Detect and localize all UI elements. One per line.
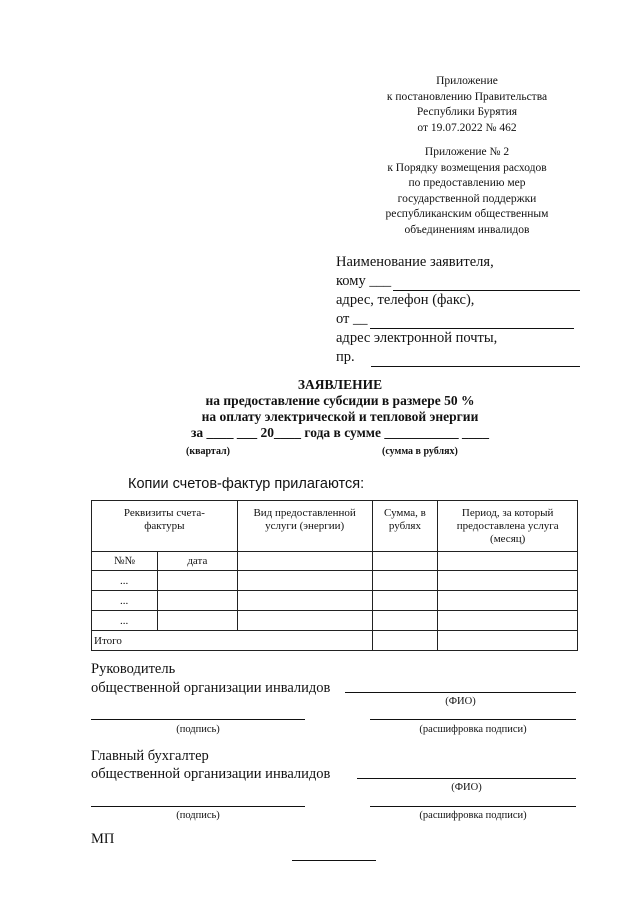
annex-line: объединениям инвалидов (404, 223, 530, 236)
applicant-from-label: от __ (336, 311, 368, 327)
header-number: №№ (92, 552, 158, 571)
pr-field-line-1[interactable] (371, 352, 483, 367)
annex-line: по предоставлению мер (408, 177, 526, 189)
applicant-address-label: адрес, телефон (факс), (336, 292, 475, 308)
table-cell[interactable] (372, 631, 438, 651)
statement-title (120, 377, 560, 441)
accountant-signature-line[interactable] (91, 792, 305, 807)
accountant-signature-caption: (подпись) (176, 810, 220, 821)
invoices-table (91, 500, 578, 651)
table-cell[interactable] (438, 591, 578, 611)
header-period: Период, за который предоставлена услуга (месяц) (438, 501, 578, 552)
table-cell[interactable] (438, 611, 578, 631)
annex-line: Приложение № 2 (424, 146, 510, 158)
to-field-line[interactable] (393, 276, 580, 291)
annex-line: республиканским общественным (385, 208, 549, 220)
accountant-title-line1: Главный бухгалтер (91, 748, 209, 764)
table-cell[interactable] (438, 552, 578, 571)
accountant-decoding-caption: (расшифровка подписи) (419, 810, 527, 821)
table-row (92, 591, 578, 611)
table-cell[interactable] (157, 591, 237, 611)
applicant-email-label: адрес электронной почты, (336, 330, 498, 346)
applicant-name-label: Наименование заявителя, (336, 254, 494, 270)
head-decoding-caption: (расшифровка подписи) (419, 724, 527, 735)
header-requisites: Реквизиты счета-фактуры (92, 501, 238, 552)
header-service: Вид предоставленной услуги (энергии) (237, 501, 372, 552)
statement-subtitle: на оплату электрической и тепловой энергии (201, 409, 479, 424)
annex-block (360, 74, 574, 238)
stamp-place-label: МП (91, 831, 115, 847)
table-cell[interactable] (237, 591, 372, 611)
invoices-intro: Копии счетов-фактур прилагаются: (128, 476, 365, 492)
accountant-fio-line[interactable] (357, 764, 576, 779)
annex-line: Республики Бурятия (416, 106, 518, 118)
table-cell[interactable] (372, 552, 438, 571)
head-fio-caption: (ФИО) (445, 696, 476, 707)
total-label: Итого (92, 631, 373, 651)
header-date: дата (157, 552, 237, 571)
head-title-line1: Руководитель (91, 661, 176, 677)
annex-line: Приложение (436, 75, 498, 87)
table-total-row (92, 631, 578, 651)
from-field-line[interactable] (370, 314, 574, 329)
table-row (92, 611, 578, 631)
table-cell[interactable] (237, 611, 372, 631)
footer-divider (292, 860, 376, 861)
head-title-line2: общественной организации инвалидов (91, 680, 331, 696)
annex-line: от 19.07.2022 № 462 (417, 121, 517, 134)
accountant-decoding-line[interactable] (370, 792, 576, 807)
table-cell[interactable] (372, 611, 438, 631)
table-row (92, 571, 578, 591)
pr-field-line-2[interactable] (483, 352, 580, 367)
sum-note: (сумма в рублях) (382, 446, 458, 457)
applicant-to-label: кому ___ (336, 273, 392, 289)
statement-heading: ЗАЯВЛЕНИЕ (297, 377, 383, 392)
table-cell[interactable] (237, 571, 372, 591)
header-sum: Сумма, в рублях (372, 501, 438, 552)
annex-line: государственной поддержки (397, 192, 537, 205)
applicant-block (336, 253, 580, 367)
row-number: ... (92, 571, 158, 591)
applicant-pr-label: пр. (336, 349, 355, 365)
head-decoding-line[interactable] (370, 705, 576, 720)
quarter-note: (квартал) (186, 446, 230, 457)
table-cell[interactable] (372, 571, 438, 591)
annex-line: к постановлению Правительства (386, 90, 548, 103)
head-fio-line[interactable] (345, 678, 576, 693)
statement-period-sum-line: за ____ ___ 20____ года в сумме ___________ ____ (191, 425, 489, 440)
table-cell[interactable] (438, 631, 578, 651)
statement-subtitle: на предоставление субсидии в размере 50 % (205, 393, 475, 408)
row-number: ... (92, 611, 158, 631)
head-signature-line[interactable] (91, 705, 305, 720)
head-signature-caption: (подпись) (176, 724, 220, 735)
row-number: ... (92, 591, 158, 611)
accountant-title-line2: общественной организации инвалидов (91, 766, 331, 782)
table-cell[interactable] (372, 591, 438, 611)
annex-line: к Порядку возмещения расходов (387, 161, 547, 174)
table-cell[interactable] (438, 571, 578, 591)
table-cell[interactable] (237, 552, 372, 571)
accountant-fio-caption: (ФИО) (451, 782, 482, 793)
table-cell[interactable] (157, 571, 237, 591)
table-cell[interactable] (157, 611, 237, 631)
